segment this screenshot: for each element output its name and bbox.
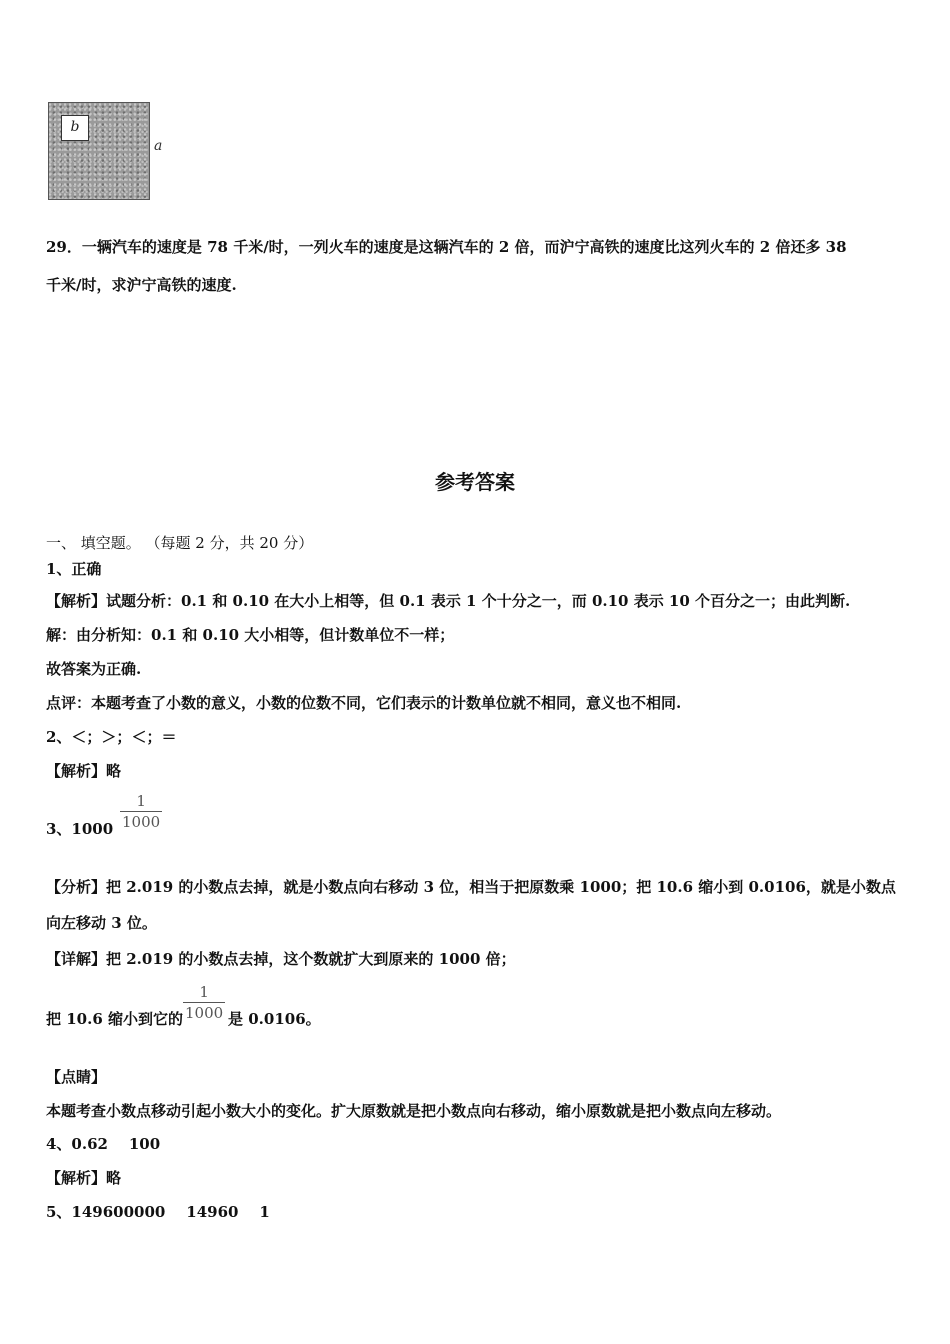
question-29-line2: 千米/时，求沪宁高铁的速度. bbox=[46, 276, 237, 294]
answer-4: 4、0.62 100 bbox=[46, 1135, 161, 1153]
answer-3-fenxi-line2: 向左移动 3 位。 bbox=[46, 914, 157, 932]
answer-3-dianjing: 【点睛】 bbox=[46, 1068, 107, 1086]
fraction-numerator: 1 bbox=[136, 792, 146, 810]
answer-2: 2、＜；＞；＜；＝ bbox=[46, 728, 177, 746]
question-29-line1: 29．一辆汽车的速度是 78 千米/时，一列火车的速度是这辆汽车的 2 倍，而沪宁高铁的速度比这列火车的 2 倍还多 38 bbox=[46, 238, 847, 256]
answers-title: 参考答案 bbox=[435, 470, 515, 494]
answer-3-fenxi-line1: 【分析】把 2.019 的小数点去掉，就是小数点向右移动 3 位，相当于把原数乘 1000；把 10.6 缩小到 0.0106，就是小数点 bbox=[46, 878, 896, 896]
fraction-denominator: 1000 bbox=[185, 1004, 224, 1022]
side-label: a bbox=[154, 138, 163, 154]
answer-1-analysis: 【解析】试题分析：0.1 和 0.10 在大小上相等，但 0.1 表示 1 个十分之一，而 0.10 表示 10 个百分之一；由此判断. bbox=[46, 592, 851, 610]
fraction-denominator: 1000 bbox=[122, 813, 161, 831]
answer-5: 5、149600000 14960 1 bbox=[46, 1203, 270, 1221]
fraction-numerator: 1 bbox=[199, 983, 209, 1001]
inner-square: b bbox=[61, 115, 89, 141]
answer-1: 1、正确 bbox=[46, 560, 102, 578]
answer-3-fraction bbox=[120, 791, 162, 832]
square-figure bbox=[48, 100, 178, 200]
answer-3: 3、1000 bbox=[46, 820, 114, 838]
section-heading: 一、 填空题。 （每题 2 分，共 20 分） bbox=[46, 534, 314, 552]
shaded-square bbox=[48, 102, 150, 200]
answer-1-solution: 解：由分析知：0.1 和 0.10 大小相等，但计数单位不一样； bbox=[46, 626, 455, 644]
answer-3-inline-fraction bbox=[183, 982, 225, 1023]
answer-3-dianjing-text: 本题考查小数点移动引起小数大小的变化。扩大原数就是把小数点向右移动，缩小原数就是把小数点向左移动。 bbox=[46, 1102, 782, 1120]
answer-3-xiangjie: 【详解】把 2.019 的小数点去掉，这个数就扩大到原来的 1000 倍； bbox=[46, 950, 516, 968]
answer-2-analysis: 【解析】略 bbox=[46, 762, 122, 780]
answer-1-conclusion: 故答案为正确. bbox=[46, 660, 142, 678]
answer-4-analysis: 【解析】略 bbox=[46, 1169, 122, 1187]
answer-1-comment: 点评：本题考查了小数的意义，小数的位数不同，它们表示的计数单位就不相同，意义也不相同. bbox=[46, 694, 682, 712]
answer-3-line2-pre: 把 10.6 缩小到它的 bbox=[46, 1010, 183, 1028]
answer-3-line2-post: 是 0.0106。 bbox=[228, 1010, 321, 1028]
